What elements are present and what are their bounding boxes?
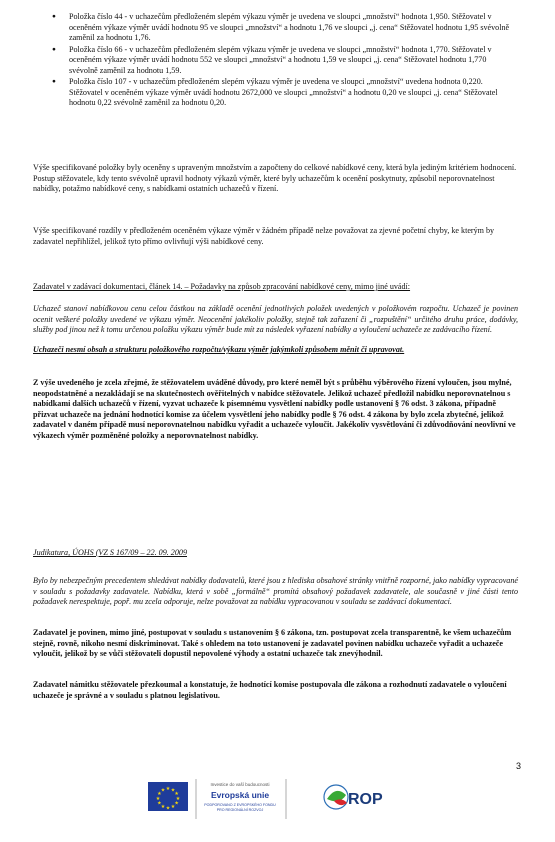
quote-requirements: Uchazeč stanoví nabídkovou cenu celou částkou na základě ocenění jednotlivých položek uvedených v položkovém rozpočtu. Uchazeč je povinen ocenit veškeré položky uvedené ve výkazu výměr. Neocenění jakékoliv položky, stejně tak zařazení či „rozpuštění“ určitého druhu práce, dodávky, služby pod jinou než k tomu určenou položku výkazu výměr bude mít za následek vyřazení nabídky a vyloučení uchazeče ze zadávacího řízení. (33, 304, 518, 335)
paragraph-errors: Výše specifikované rozdíly v předloženém oceněném výkaze výměr v žádném případě nelze považovat za zjevné početní chyby, ke kterým by zadavatel nepřihlížel, jelikož tyto přímo ovlivňují výši nabídkové ceny. (33, 226, 495, 246)
svg-text:★: ★ (157, 800, 162, 807)
svg-text:★: ★ (160, 787, 166, 794)
eu-tagline: Investice do vaší budoucnosti (210, 782, 270, 787)
item-list (52, 12, 512, 110)
eu-flag-icon (148, 782, 188, 812)
footer-logo-strip (0, 775, 555, 830)
eu-name: Evropská unie (210, 790, 270, 800)
svg-text:★: ★ (157, 790, 162, 797)
list-item: ● Položka číslo 44 - v uchazečům předloženém slepém výkazu výměr je uvedena ve sloupci „množství“ hodnota 1,950. Stěžovatel v oceněném výkaze výměr uvádí hodnotu 95 ve sloupci „množství“ a hodnotu 1,76 ve sloupci „j. cena“ Stěžovatel hodnotu 1,95 svévolně zaměnil za hodnotu 1,76. (52, 12, 512, 44)
footer-logos (0, 775, 555, 830)
eu-fund-line2: PRO REGIONÁLNÍ ROZVOJ (216, 808, 264, 812)
rop-logo-icon (324, 785, 383, 809)
svg-text:★: ★ (165, 805, 171, 812)
svg-text:★: ★ (170, 787, 176, 794)
page-number: 3 (516, 761, 522, 771)
quote-structure: Uchazeči nesmí obsah a strukturu položkového rozpočtu/výkazu výměr jakýmkoli způsobem měnit či upravovat. (33, 345, 405, 354)
paragraph-pricing: Výše specifikované položky byly oceněny s upraveným množstvím a započteny do celkové nabídkové ceny, která byla jediným kritériem hodnocení. Postup stěžovatele, kdy tento svévolně upravil hodnoty výkazů výměr, které byly uchazečům k ocenění poskytnuty, způsobil neporovnatelnost nabídky, potažmo nabídkové ceny, s nabídkami ostatních uchazečů v řízení. (33, 163, 517, 194)
eu-fund-line1: PODPOROVANO Z EVROPSKÉHO FONDU (204, 803, 276, 807)
paragraph-decision: Zadavatel námitku stěžovatele přezkoumal a konstatuje, že hodnotící komise postupovala dle zákona a rozhodnutí zadavatele o vyloučení uchazeče je správné a v souladu s platnou legislativou. (33, 680, 507, 700)
paragraph-conclusion: Z výše uvedeného je zcela zřejmé, že stěžovatelem uváděné důvody, pro které neměl být s průběhu výběrového řízení vyloučen, jsou mylné, neopodstatněné a nezakládají se na skutečnostech ověřitelných v nabídce stěžovatele. Jelikož uchazeč předložil nabídku neporovnatelnou s nabídkami dalších uchazečů v řízení, vyzvat uchazeče k písemnému vysvětlení nabídky podle ustanovení § 76 odst. 3 zákona, případně přizvat uchazeče na jednání hodnotící komise za účelem vysvětlení jeho nabídky podle § 76 odst. 4 zákona by bylo zcela zbytečné, jelikož zadavatel v daném případě musí neporovnatelnou nabídku vyřadit a uchazeče vyloučit. Jakékoliv vysvětlování či zdůvodňování neovlivní ve výkazech výměr pozměněné položky a neporovnatelnost nabídky. (33, 378, 516, 440)
rop-logo-text: ROP (348, 791, 383, 808)
list-item: ● Položka číslo 107 - v uchazečům předloženém slepém výkazu výměr je uvedena ve sloupci „množství“ uvedena hodnota 0,220. Stěžovatel v oceněném výkaze výměr uvádí hodnotu 2672,000 ve sloupci „množství“ a hodnotu 0,20 ve sloupci „j. cena“ Stěžovatel hodnotu 0,22 svévolně zaměnil za hodnotu 0,20. (52, 77, 512, 109)
list-item: ● Položka číslo 66 - v uchazečům předloženém slepém výkazu výměr je uvedena ve sloupci „množství“ hodnota 1,770. Stěžovatel v oceněném výkaze výměr uvádí hodnotu 552 ve sloupci „množství“ a hodnotu 1,59 ve sloupci „j. cena“ Stěžovatel hodnotu 1,770 svévolně zaměnil za hodnotu 1,59. (52, 45, 512, 77)
svg-text:★: ★ (174, 800, 179, 807)
svg-text:★: ★ (155, 795, 161, 802)
svg-text:★: ★ (174, 790, 179, 797)
svg-text:★: ★ (170, 804, 176, 811)
svg-text:★: ★ (160, 804, 166, 811)
quote-judikatura: Bylo by nebezpečným precedentem shledávat nabídky dodavatelů, které jsou z hlediska obsahové stránky vnitřně rozporné, jako nabídky vypracované v souladu s požadavky zadavatele. Nabídku, která v sobě „formálně“ promítá obsahový požadavek zadavatele, ale současně v jiné části tento požadavek nerespektuje, popř. mu zcela odporuje, nelze považovat za nabídku vypracovanou v souladu se zadávací dokumentací. (33, 576, 518, 607)
svg-text:★: ★ (165, 786, 171, 792)
section-heading: Zadavatel v zadávací dokumentaci, článek 14. – Požadavky na způsob zpracování nabídkové ceny, mimo jiné uvádí: (33, 282, 411, 291)
paragraph-transparency: Zadavatel je povinen, mimo jiné, postupovat v souladu s ustanovením § 6 zákona, tzn. postupovat zcela transparentně, ke všem uchazečům stejně, rovně, nikoho nesmí diskriminovat. Také s ohledem na toto ustanovení je zadavatel povinen nabídku uchazeče vyřadit a uchazeče vyloučit, jelikož by se vůči stěžovateli dopustil nepovolené výhody a ostatní uchazeče tak znevýhodnil. (33, 628, 512, 659)
judikatura-heading: Judikatura, ÚOHS (VZ S 167/09 – 22. 09. 2009 (33, 548, 187, 557)
svg-text:★: ★ (175, 795, 181, 802)
